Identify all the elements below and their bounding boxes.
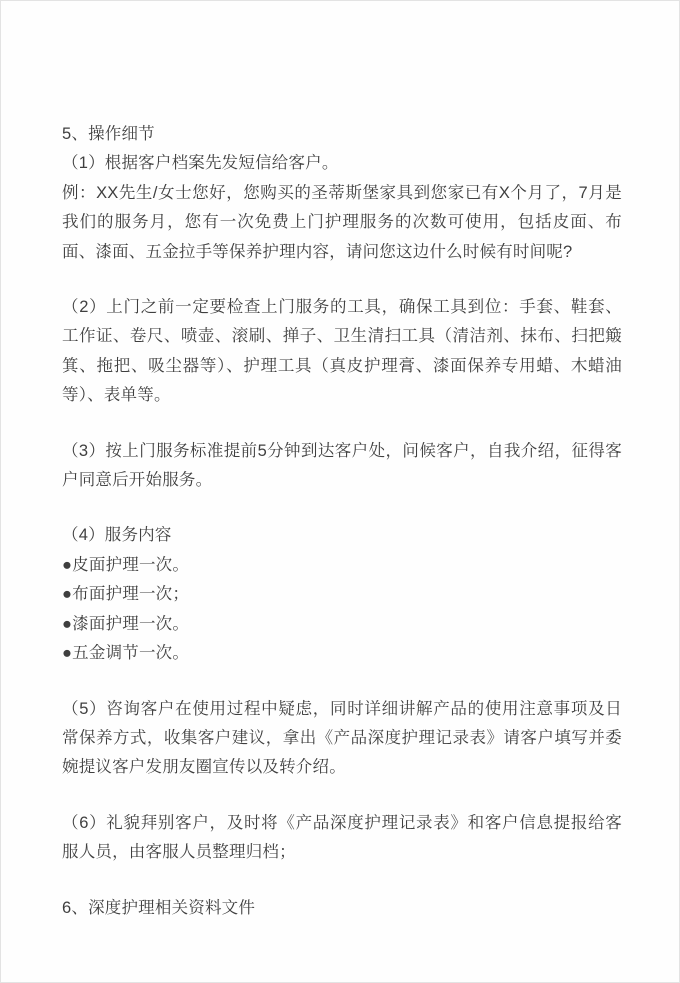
step-3-block (62, 437, 622, 496)
step-4-block (62, 521, 622, 668)
list-item-text: 皮面护理一次。 (72, 555, 190, 574)
list-item-text: 漆面护理一次。 (72, 614, 190, 633)
list-item (62, 610, 622, 639)
step-4-heading: （4）服务内容 (62, 526, 172, 545)
list-item (62, 551, 622, 580)
step-1-text: （1）根据客户档案先发短信给客户。 (62, 154, 339, 173)
bullet-icon: ● (62, 555, 73, 574)
service-content-list (62, 551, 622, 669)
step-6-block (62, 809, 622, 868)
step-5-block (62, 695, 622, 783)
list-item (62, 580, 622, 609)
document-body (62, 120, 622, 923)
section-6-block (62, 894, 622, 923)
list-item-text: 布面护理一次； (72, 585, 190, 604)
bullet-icon: ● (62, 614, 73, 633)
step-5-text: （5）咨询客户在使用过程中疑虑，同时详细讲解产品的使用注意事项及日常保养方式，收集客户建议，拿出《产品深度护理记录表》请客户填写并委婉提议客户发朋友圈宣传以及转介绍。 (62, 699, 622, 777)
section-5-block (62, 120, 622, 267)
section-6-heading: 6、深度护理相关资料文件 (62, 898, 256, 917)
step-6-text: （6）礼貌拜别客户，及时将《产品深度护理记录表》和客户信息提报给客服人员，由客服人员整理归档； (62, 813, 622, 862)
list-item-text: 五金调节一次。 (72, 644, 190, 663)
step-2-text: （2）上门之前一定要检查上门服务的工具，确保工具到位：手套、鞋套、工作证、卷尺、喷壶、滚刷、掸子、卫生清扫工具（清洁剂、抹布、扫把簸箕、拖把、吸尘器等）、护理工具（真皮护理膏、漆面保养专用蜡、木蜡油等）、表单等。 (62, 298, 622, 405)
bullet-icon: ● (62, 585, 73, 604)
section-5-heading: 5、操作细节 (62, 125, 155, 143)
bullet-icon: ● (62, 644, 73, 663)
step-1-example-text: 例：XX先生/女士您好，您购买的圣蒂斯堡家具到您家已有X个月了，7月是我们的服务月，您有一次免费上门护理服务的次数可使用，包括皮面、布面、漆面、五金拉手等保养护理内容，请问您这边什么时候有时间呢? (62, 183, 622, 261)
list-item (62, 639, 622, 668)
step-3-text: （3）按上门服务标准提前5分钟到达客户处，问候客户，自我介绍，征得客户同意后开始服务。 (62, 441, 622, 490)
step-2-block (62, 293, 622, 411)
